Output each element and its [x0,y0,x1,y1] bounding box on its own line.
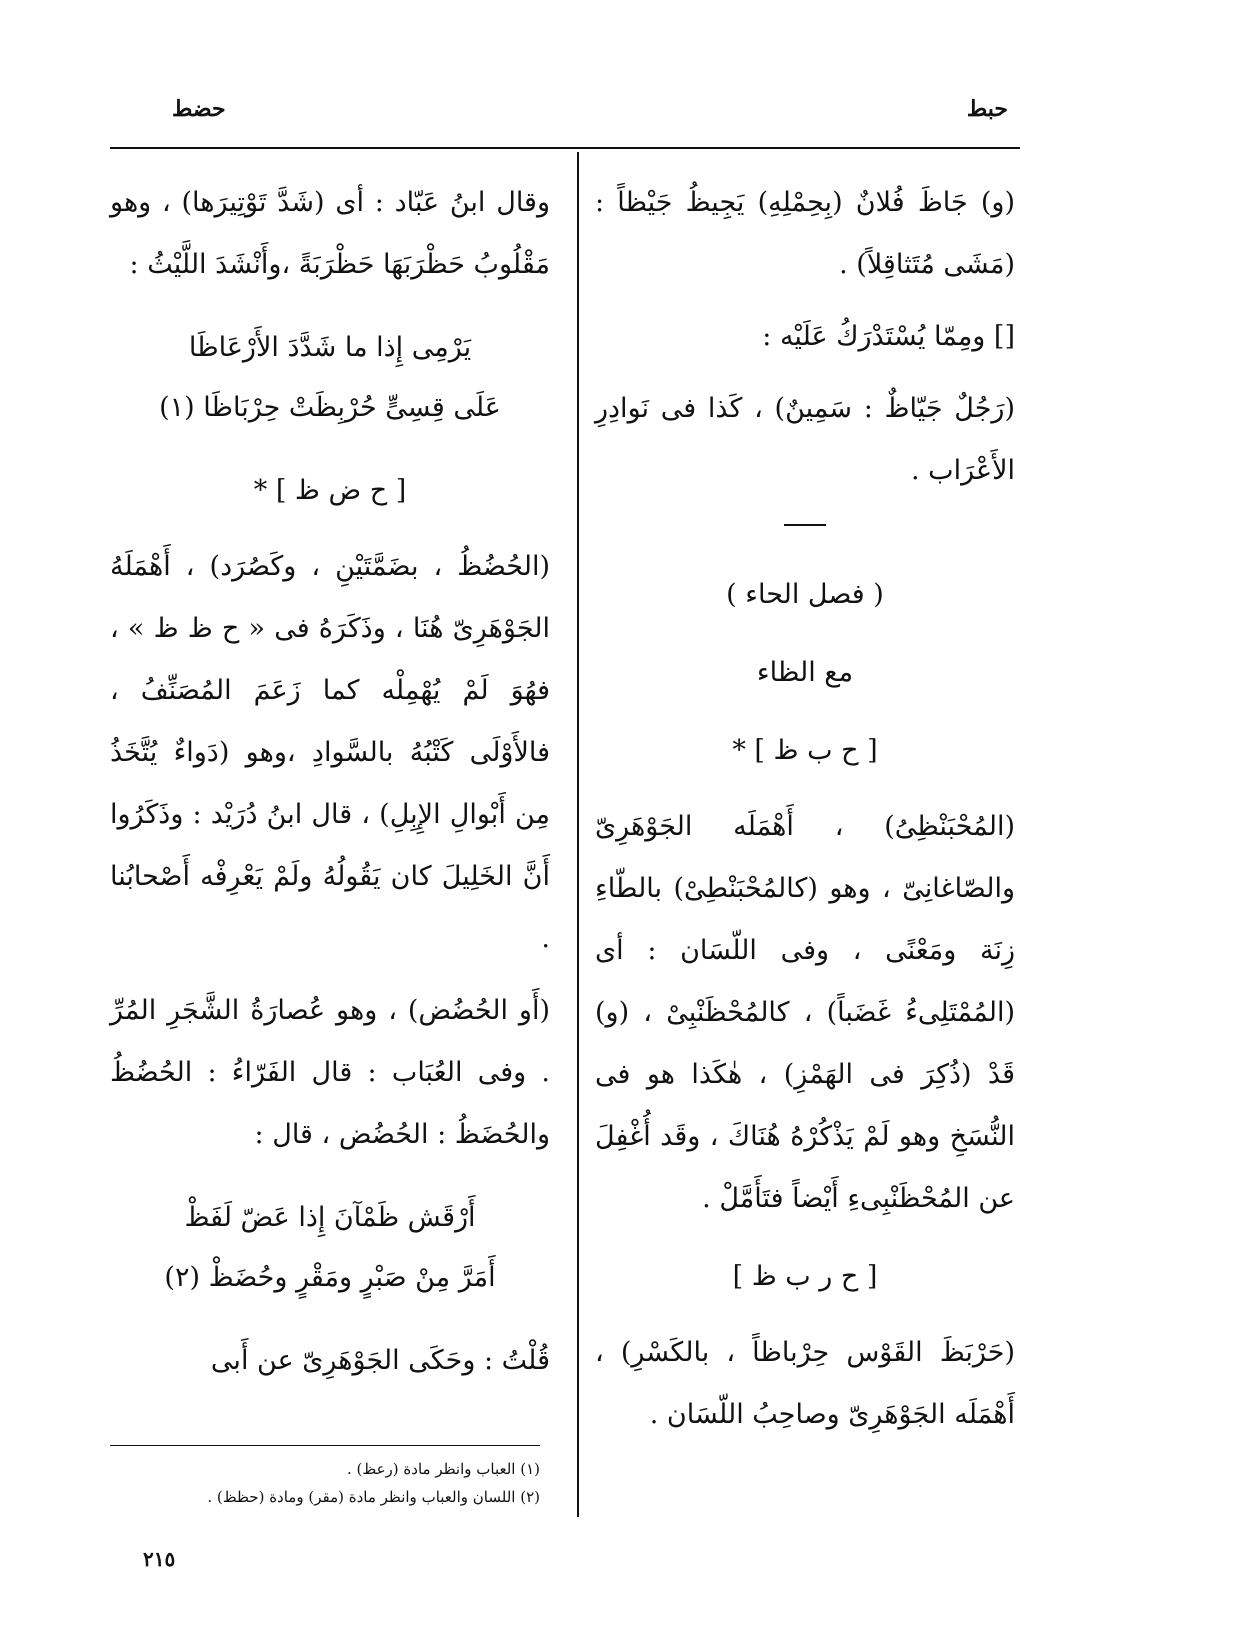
verse-line: أَرْقَش ظَمْآنَ إِذا عَضّ لَفَظْ [184,1202,476,1233]
section-subtitle: مع الظاء [756,657,854,688]
paragraph: (رَجُلٌ جَيّاظٌ : سَمِينٌ) ، كَذا فى نَوادِرِ الأَعْرَاب . [595,393,1015,486]
footnotes [110,1455,540,1511]
paragraph: قُلْتُ : وحَكَى الجَوْهَرِىّ عن أَبى [210,1345,550,1376]
entry-text: (حَرْبَظَ القَوْس حِرْباظاً ، بالكَسْرِ) ، أَهْمَلَه الجَوْهَرِىّ وصاحِبُ اللّسَان . [595,1337,1015,1430]
verse-line: يَرْمِى إِذا ما شَدَّدَ الأَرْعَاظَا [188,332,472,363]
running-header-left: حضط [172,96,226,122]
paragraph: (و) جَاظَ فُلانٌ (بِحِمْلِهِ) يَجِيظُ جَيْظاً : (مَشَى مُتَثاقِلاً) . [595,187,1015,280]
section-title: ( فصل الحاء ) [726,579,884,610]
verse [110,318,550,438]
footnote-rule [110,1445,540,1446]
running-header-right: حبط [966,96,1008,122]
header-rule [110,147,1020,149]
entry-text: (المُحْبَنْظِىُ) ، أَهْمَلَه الجَوْهَرِىّ والصّاغانِىّ ، وهو (كالمُحْبَنْطِىْ) بالطّاءِ زِنَة ومَعْنًى ، وفى اللّسَان : أى (المُمْتَلِىءُ غَضَباً) ، كالمُحْظَنْبِىْ ، (و) قَدْ (ذُكِرَ فى الهَمْزِ) ، هٰكَذا هو فى النُّسَخِ وهو لَمْ يَذْكُرْهُ هُنَاكَ ، وقَد أُغْفِلَ عن المُحْظَنْبِىءِ أَيْضاً فتَأَمَّلْ . [595,811,1015,1214]
page-number: ٢١٥ [143,1547,176,1571]
paragraph: (أَو الحُضُض) ، وهو عُصارَةُ الشَّجَرِ المُرِّ . وفى العُبَاب : قال الفَرّاءُ : الحُضُظُ والحُضَظُ : الحُضُض ، قال : [110,995,550,1150]
left-column [110,172,550,1402]
entry-text: (الحُضُظُ ، بضَمَّتَيْنِ ، وكَصُرَد) ، أَهْمَلَهُ الجَوْهَرِىّ هُنَا ، وذَكَرَهُ فى « ح ظ ظ » ، فهُوَ لَمْ يُهْمِلْه كما زَعَمَ المُصَنِّفُ ، فالأَوْلَى كَتْبُهُ بالسَّوادِ ،وهو (دَواءٌ يُتَّخَذُ مِن أَبْوالِ الإِبِلِ) ، قال ابنُ دُرَيْد : وذَكَرُوا أَنَّ الخَلِيلَ كان يَقُولُهُ ولَمْ يَعْرِفْه أَصْحابُنا . [110,551,550,954]
paragraph: [] ومِمّا يُسْتَدْرَكُ عَلَيْه : [762,321,1015,352]
entry-heading: [ ح ر ب ظ ] [732,1261,878,1292]
footnote: (١) العباب وانظر مادة (رعظ) . [346,1460,540,1478]
verse-line: عَلَى قِسِىٍّ حُرْبِظَتْ حِرْبَاظَا (١) [159,392,501,423]
column-divider [577,152,579,1517]
section-separator [784,524,826,526]
verse [110,1188,550,1308]
footnote: (٢) اللسان والعباب وانظر مادة (مقر) ومادة (حظظ) . [207,1488,540,1506]
entry-heading: [ ح ب ظ ] * [732,735,878,766]
right-column [595,172,1015,1456]
paragraph: وقال ابنُ عَبّاد : أى (شَدَّ تَوْتِيرَها) ، وهو مَقْلُوبُ حَظْرَبَهَا حَظْرَبَةً ،وأَنْشَدَ اللَّيْثُ : [110,187,550,280]
entry-heading: [ ح ض ظ ] * [253,475,407,506]
verse-line: أَمَرَّ مِنْ صَبْرٍ ومَقْرٍ وحُضَظْ (٢) [164,1262,496,1293]
